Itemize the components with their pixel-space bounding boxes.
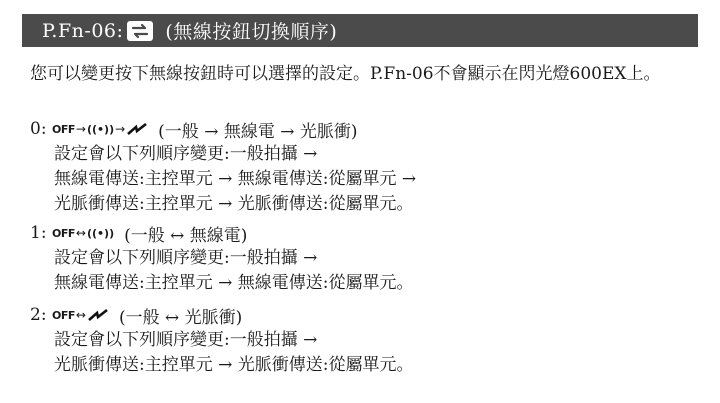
option-1: [30, 220, 414, 296]
function-code: P.Fn-06:: [42, 19, 124, 42]
option-line: 無線電傳送:主控單元 → 無線電傳送:從屬單元。: [54, 273, 414, 293]
option-line: 光脈衝傳送:主控單元 → 光脈衝傳送:從屬單元。: [54, 355, 414, 375]
option-line: 設定會以下列順序變更:一般拍攝 →: [54, 248, 318, 268]
option-description: (一般 → 無線電 → 光脈衝): [158, 121, 358, 142]
option-number: 2:: [30, 305, 47, 325]
option-line: 設定會以下列順序變更:一般拍攝 →: [54, 144, 318, 164]
off-label: OFF: [52, 122, 75, 136]
header-title: (無線按鈕切換順序): [165, 21, 338, 43]
option-number: 0:: [30, 119, 47, 139]
mode-sequence: [52, 308, 109, 322]
option-0: [30, 116, 416, 217]
option-line: 光脈衝傳送:主控單元 → 光脈衝傳送:從屬單元。: [54, 194, 414, 214]
section-header: [22, 14, 698, 47]
mode-sequence: [52, 122, 148, 136]
double-arrow-icon: ↔: [75, 226, 86, 240]
option-line: 無線電傳送:主控單元 → 無線電傳送:從屬單元 →: [54, 169, 417, 189]
optical-pulse-icon: [126, 122, 148, 136]
off-label: OFF: [52, 226, 75, 240]
option-description: (一般 ↔ 光脈衝): [118, 307, 243, 328]
optical-pulse-icon: [87, 308, 109, 322]
double-arrow-icon: ↔: [75, 308, 86, 322]
off-label: OFF: [52, 308, 75, 322]
radio-transmission-icon: ((•)): [86, 226, 115, 240]
option-2: [30, 302, 414, 378]
arrow-icon: →: [75, 122, 86, 136]
option-line: 設定會以下列順序變更:一般拍攝 →: [54, 330, 318, 350]
radio-transmission-icon: ((•)): [86, 122, 115, 136]
intro-text: 您可以變更按下無線按鈕時可以選擇的設定。P.Fn-06不會顯示在閃光燈600EX上。: [30, 64, 661, 84]
option-number: 1:: [30, 223, 47, 243]
arrow-icon: →: [115, 122, 126, 136]
option-description: (一般 ↔ 無線電): [124, 225, 248, 246]
mode-sequence: [52, 226, 114, 240]
wireless-button-icon: [127, 21, 153, 41]
